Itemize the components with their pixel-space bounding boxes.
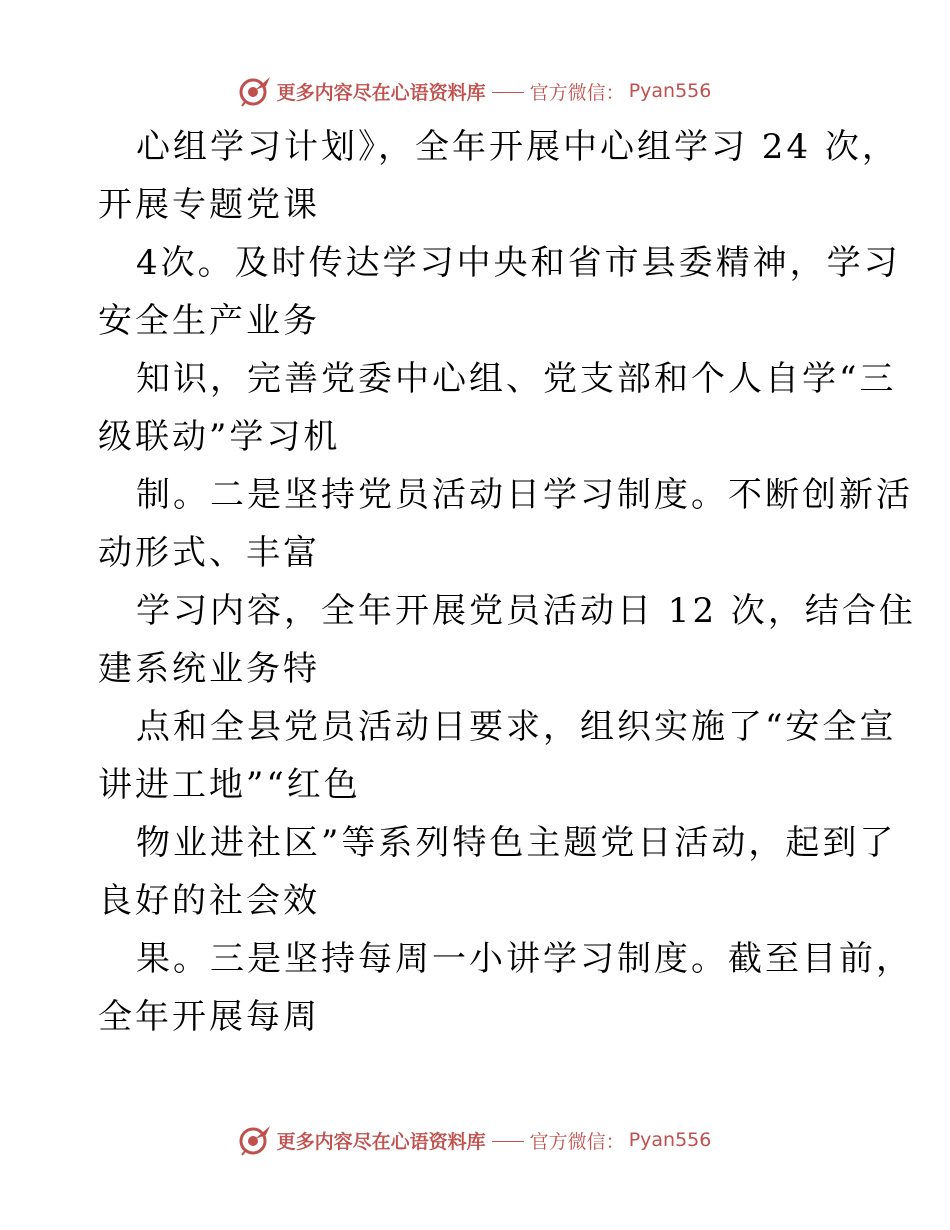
- text-line: 建系统业务特: [98, 649, 320, 689]
- footer-dash: [492, 1141, 524, 1142]
- header-brand-text: 更多内容尽在心语资料库: [276, 81, 486, 104]
- text-line: 知识，完善党委中心组、党支部和个人自学“三: [136, 359, 897, 399]
- text-line: 良好的社会效: [98, 881, 320, 921]
- text-line: 果。三是坚持每周一小讲学习制度。截至目前，: [136, 939, 913, 979]
- text-line: 4次。及时传达学习中央和省市县委精神，学习: [136, 243, 901, 283]
- text-line: 讲进工地”“红色: [98, 765, 361, 805]
- quill-logo-icon: [239, 1123, 273, 1157]
- text-line: 动形式、丰富: [98, 533, 320, 573]
- text-line: 开展专题党课: [98, 185, 320, 225]
- footer-wechat-id: Pyan556: [628, 1129, 712, 1151]
- text-line: 点和全县党员活动日要求，组织实施了“安全宣: [136, 707, 897, 747]
- header-dash: [492, 92, 524, 93]
- text-line: 物业进社区”等系列特色主题党日活动，起到了: [136, 823, 897, 863]
- text-line: 制。二是坚持党员活动日学习制度。不断创新活: [136, 475, 913, 515]
- quill-logo-icon: [239, 74, 273, 108]
- text-line: 学习内容，全年开展党员活动日 12 次，结合住: [136, 591, 916, 631]
- document-body: [98, 118, 916, 1046]
- header-banner: [0, 71, 950, 111]
- text-line: 心组学习计划》，全年开展中心组学习 24 次，: [136, 127, 899, 167]
- footer-wechat-label: 官方微信：: [529, 1130, 625, 1153]
- text-line: 全年开展每周: [98, 997, 320, 1037]
- text-line: 安全生产业务: [98, 301, 320, 341]
- header-wechat-label: 官方微信：: [529, 81, 625, 104]
- text-line: 级联动”学习机: [98, 417, 341, 457]
- footer-banner: [0, 1120, 950, 1160]
- header-wechat-id: Pyan556: [628, 80, 712, 102]
- footer-brand-text: 更多内容尽在心语资料库: [276, 1130, 486, 1153]
